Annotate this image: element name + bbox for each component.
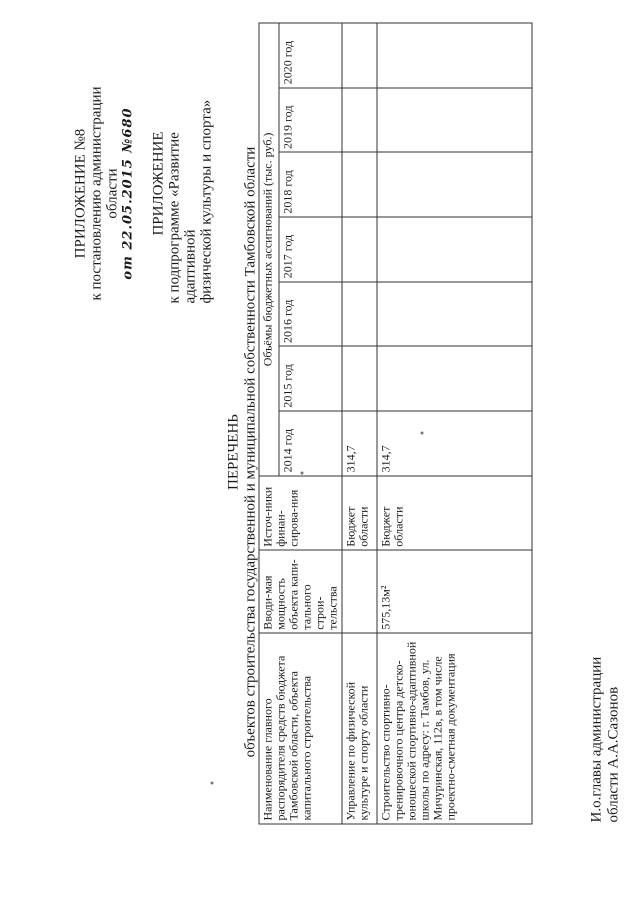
row-value-2020 [342, 23, 377, 88]
header-volumes: Объёмы бюджетных ассигнований (тыс. руб.) [259, 23, 279, 476]
year-2020: 2020 год [279, 23, 342, 88]
table-row [377, 23, 532, 824]
row-value-2016 [342, 282, 377, 347]
row-value-2017 [377, 217, 532, 282]
document-title-block [226, 0, 260, 905]
row-source: Бюджет области [377, 476, 532, 550]
year-2015: 2015 год [279, 346, 342, 411]
row-capacity: 575,13м² [377, 550, 532, 633]
appendix-sub-line1: к подпрограмме «Развитие адаптивной [166, 132, 199, 304]
appendix-sub-line2: физической культуры и спорта» [198, 99, 215, 304]
appendix-8-block [73, 64, 137, 324]
row-value-2018 [342, 152, 377, 217]
row-name: Управление по физической культуре и спорту области [342, 633, 377, 824]
scan-speck [301, 472, 304, 475]
row-value-2015 [342, 346, 377, 411]
appendix-8-handwritten-date: от 22.05.2015 №680 [120, 107, 136, 280]
row-value-2019 [342, 88, 377, 153]
signature-block [589, 657, 623, 823]
header-source: Источ-ники финан-сирова-ния [259, 476, 342, 550]
year-2016: 2016 год [279, 282, 342, 347]
row-capacity [342, 550, 377, 633]
rotated-document-page [1, 0, 640, 905]
signature-name: области А.А.Сазонов [605, 686, 622, 823]
year-2014: 2014 год [279, 411, 342, 476]
appendix-sub-title: ПРИЛОЖЕНИЕ [150, 131, 167, 236]
row-source: Бюджет области [342, 476, 377, 550]
year-2018: 2018 год [279, 152, 342, 217]
signature-position: И.о.главы администрации [588, 656, 605, 823]
scan-speck [211, 782, 214, 785]
year-2017: 2017 год [279, 217, 342, 282]
header-name: Наименование главного распорядителя средств бюджета Тамбовской области, объекта капитального строительства [259, 633, 342, 824]
row-value-2015 [377, 346, 532, 411]
row-value-2020 [377, 23, 532, 88]
year-2019: 2019 год [279, 88, 342, 153]
table-header-row [259, 23, 279, 824]
appendix-8-title: ПРИЛОЖЕНИЕ №8 [72, 128, 89, 259]
document-title: ПЕРЕЧЕНЬ [225, 414, 242, 490]
objects-table [259, 23, 533, 825]
row-value-2016 [377, 282, 532, 347]
row-value-2014: 314,7 [377, 411, 532, 476]
row-value-2018 [377, 152, 532, 217]
scan-speck [421, 432, 424, 435]
row-value-2017 [342, 217, 377, 282]
table-row [342, 23, 377, 824]
row-value-2014: 314,7 [342, 411, 377, 476]
document-subtitle: объектов строительства государственной и муниципальной собственности Тамбовской области [242, 146, 259, 758]
appendix-sub-block [151, 64, 215, 304]
row-name: Строительство спортивно-тренировочного центра детско-юношеской спортивно-адаптивной школы по адресу: г. Тамбов, ул. Мичуринская, 112в, в том числе проектно-сметная документация [377, 633, 532, 824]
header-capacity: Вводи-мая мощность объекта капи-тального строи-тельства [259, 550, 342, 633]
row-value-2019 [377, 88, 532, 153]
appendix-8-decree: к постановлению администрации области [88, 86, 121, 301]
